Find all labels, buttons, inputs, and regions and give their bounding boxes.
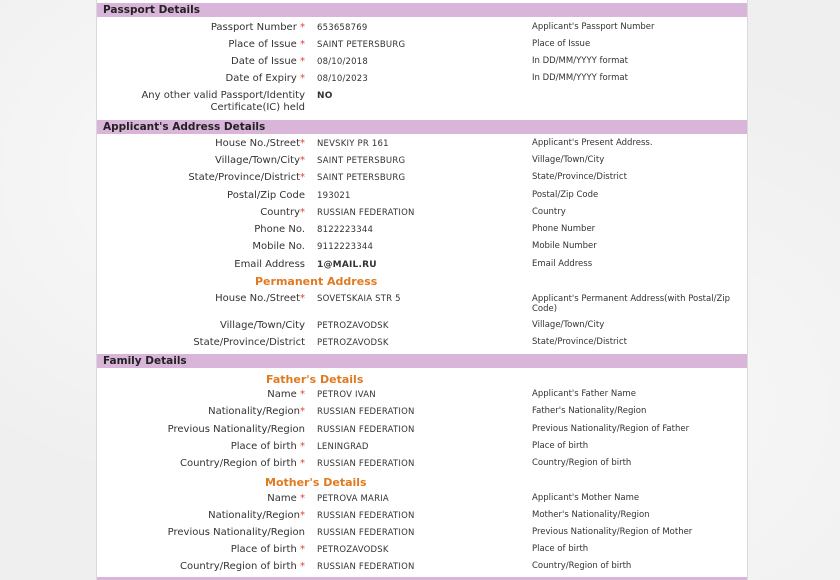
field-hint: Applicant's Father Name xyxy=(532,389,636,399)
field-label: Village/Town/City* xyxy=(215,155,305,166)
field-label: Date of Expiry * xyxy=(225,73,305,84)
field-label: Previous Nationality/Region xyxy=(167,527,305,538)
permanent-state-value: PETROZAVODSK xyxy=(317,338,389,348)
field-label: Country/Region of birth * xyxy=(179,458,305,469)
mothers-details-heading: Mother's Details xyxy=(265,476,367,489)
field-hint: Applicant's Mother Name xyxy=(532,493,640,503)
permanent-house-street-value: SOVETSKAIA STR 5 xyxy=(317,294,401,304)
field-label: Email Address xyxy=(234,259,305,270)
field-hint: Village/Town/City xyxy=(532,320,605,330)
field-label: State/Province/District* xyxy=(188,172,305,183)
father-name-value: PETROV IVAN xyxy=(317,390,376,400)
field-hint: In DD/MM/YYYY format xyxy=(532,56,628,66)
field-label: House No./Street* xyxy=(215,138,305,149)
field-label: Place of birth * xyxy=(230,441,305,452)
field-hint: Country/Region of birth xyxy=(532,458,632,468)
field-label: House No./Street* xyxy=(215,293,305,304)
field-hint: Applicant's Passport Number xyxy=(532,22,655,32)
field-label: Passport Number * xyxy=(210,22,305,33)
visa-application-panel xyxy=(96,0,748,580)
field-hint: Email Address xyxy=(532,259,593,269)
field-hint: Mother's Nationality/Region xyxy=(532,510,650,520)
field-hint: Mobile Number xyxy=(532,241,597,251)
postal-code-value: 193021 xyxy=(317,191,351,201)
field-label: Country* xyxy=(260,207,305,218)
field-hint: Place of Issue xyxy=(532,39,591,49)
father-place-of-birth-value: LENINGRAD xyxy=(317,442,369,452)
permanent-city-value: PETROZAVODSK xyxy=(317,321,389,331)
father-previous-nationality-value: RUSSIAN FEDERATION xyxy=(317,425,415,435)
field-hint: State/Province/District xyxy=(532,172,627,182)
field-label: Any other valid Passport/Identity Certificate(IC) held xyxy=(141,90,305,113)
field-label: Village/Town/City xyxy=(220,320,305,331)
field-label: Nationality/Region* xyxy=(208,510,305,521)
field-label: Mobile No. xyxy=(252,241,305,252)
field-hint: Previous Nationality/Region of Mother xyxy=(532,527,693,537)
phone-value: 8122223344 xyxy=(317,225,374,235)
field-hint: Place of birth xyxy=(532,544,589,554)
house-street-value: NEVSKIY PR 161 xyxy=(317,139,389,149)
permanent-address-heading: Permanent Address xyxy=(255,275,378,288)
field-hint: Phone Number xyxy=(532,224,596,234)
field-label: Country/Region of birth * xyxy=(179,561,305,572)
field-label: Name * xyxy=(267,493,305,504)
passport-number-value: 653658769 xyxy=(317,23,368,33)
other-passport-value: NO xyxy=(317,91,333,101)
email-value: 1@MAIL.RU xyxy=(317,260,377,270)
field-label: Name * xyxy=(267,389,305,400)
place-of-issue-value: SAINT PETERSBURG xyxy=(317,40,406,50)
field-hint: In DD/MM/YYYY format xyxy=(532,73,628,83)
mother-previous-nationality-value: RUSSIAN FEDERATION xyxy=(317,528,415,538)
father-country-of-birth-value: RUSSIAN FEDERATION xyxy=(317,459,415,469)
field-hint: Postal/Zip Code xyxy=(532,190,599,200)
mobile-value: 9112223344 xyxy=(317,242,374,252)
field-label: Previous Nationality/Region xyxy=(167,424,305,435)
field-hint: Village/Town/City xyxy=(532,155,605,165)
field-hint: Father's Nationality/Region xyxy=(532,406,647,416)
fathers-details-heading: Father's Details xyxy=(266,373,364,386)
country-value: RUSSIAN FEDERATION xyxy=(317,208,415,218)
mother-place-of-birth-value: PETROZAVODSK xyxy=(317,545,389,555)
field-label: Place of Issue * xyxy=(228,39,305,50)
mother-name-value: PETROVA MARIA xyxy=(317,494,389,504)
field-hint: State/Province/District xyxy=(532,337,627,347)
field-label: Date of Issue * xyxy=(231,56,305,67)
field-hint: Country/Region of birth xyxy=(532,561,632,571)
field-hint: Country xyxy=(532,207,566,217)
field-hint: Previous Nationality/Region of Father xyxy=(532,424,690,434)
passport-details-header: Passport Details xyxy=(97,3,747,17)
field-hint: Applicant's Present Address. xyxy=(532,138,653,148)
field-hint: Place of birth xyxy=(532,441,589,451)
field-label: Phone No. xyxy=(254,224,305,235)
city-value: SAINT PETERSBURG xyxy=(317,156,406,166)
mother-nationality-value: RUSSIAN FEDERATION xyxy=(317,511,415,521)
field-label: Nationality/Region* xyxy=(208,406,305,417)
mother-country-of-birth-value: RUSSIAN FEDERATION xyxy=(317,562,415,572)
field-label: Postal/Zip Code xyxy=(227,190,305,201)
date-of-issue-value: 08/10/2018 xyxy=(317,57,368,67)
field-hint: Applicant's Permanent Address(with Postal/Zip Code) xyxy=(532,294,731,314)
date-of-expiry-value: 08/10/2023 xyxy=(317,74,368,84)
field-label: Place of birth * xyxy=(230,544,305,555)
address-details-header: Applicant's Address Details xyxy=(97,120,747,134)
field-label: State/Province/District xyxy=(193,337,305,348)
father-nationality-value: RUSSIAN FEDERATION xyxy=(317,407,415,417)
family-details-header: Family Details xyxy=(97,354,747,368)
state-value: SAINT PETERSBURG xyxy=(317,173,406,183)
